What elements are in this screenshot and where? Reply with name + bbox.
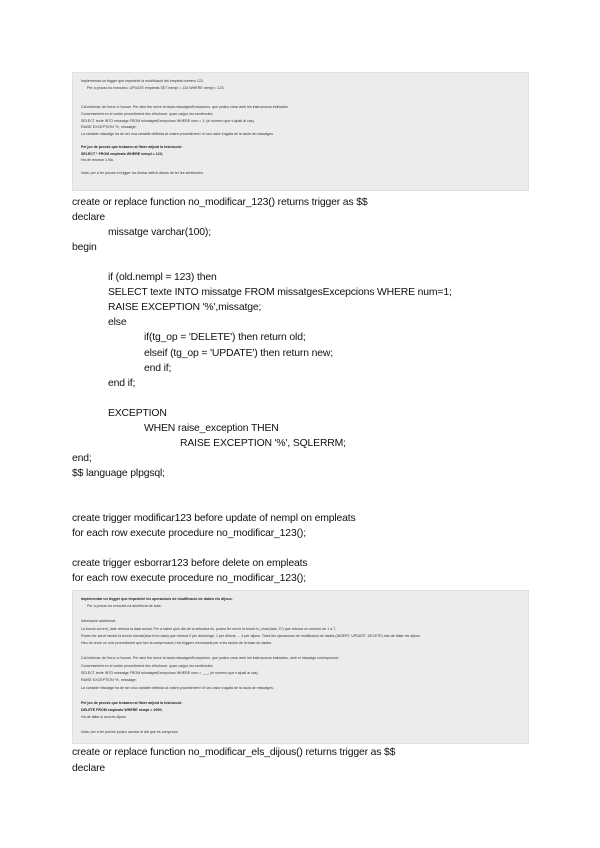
statement-line: La variable missatge ha de ser una variable definida al vostre procediment i el seu valor s'agafa de la taula de missatges.	[81, 131, 274, 136]
statement-line: Ha de retornar 1 fila.	[81, 158, 114, 163]
statement-line: Informació addicional:	[81, 619, 116, 624]
code-line: WHEN raise_exception THEN	[144, 422, 279, 434]
code-line: RAISE EXCEPTION '%', SQLERRM;	[180, 437, 346, 449]
code-line: create trigger esborrar123 before delete on empleats	[72, 558, 308, 570]
statement-line: Concretament en el vostre procediment heu d'incloure, quan calgui, les sentències:	[81, 112, 214, 116]
code-line: end if;	[144, 362, 172, 374]
code-line: if(tg_op = 'DELETE') then return old;	[144, 332, 306, 344]
code-line: create or replace function no_modificar_123() returns trigger as $$	[72, 197, 368, 208]
statement-line: Implementar un trigger que impedeixi la modificació del empleat número 123.	[81, 79, 204, 83]
code-line: end if;	[108, 377, 136, 389]
statement-line: SELECT texte INTO missatge FROM missatgesExcepcions WHERE num = ___; (el número que s'ajusti al cas)	[81, 671, 258, 675]
code-line: declare	[72, 763, 106, 774]
statement-line: Pel joc de proves que trobareu al fitxer adjunt la instrucció:	[81, 700, 183, 705]
code-line: declare	[72, 212, 106, 224]
statement-line: Nota: per a fer proves podeu canviar el dia que es comprova.	[81, 730, 179, 735]
code-line: if (old.nempl = 123) then	[108, 272, 217, 284]
code-line: for each row execute procedure no_modificar_123();	[72, 573, 306, 585]
exercise-statement-image-2	[72, 590, 529, 744]
code-line: elseif (tg_op = 'UPDATE') then return new;	[144, 347, 333, 359]
code-line: else	[108, 317, 127, 329]
statement-line: Podeu fer servir també la funció extract(dow from data) que retorna 0 per diumenge, 1 per dilluns, ... 4 per dijous. Totes les operacions de modificació de dades (INSERT, UPDATE, DELETE) han de fallar els dijous.	[81, 634, 421, 638]
statement-line: RAISE EXCEPTION '%', missatge;	[81, 678, 137, 683]
statement-line: Implementar un trigger que impedeixi les operacions de modificació de dades els dijous.	[81, 597, 233, 601]
code-line: end;	[72, 452, 92, 464]
statement-line: Per a provar-ho executeu: UPDATE empleats SET nempl = 124 WHERE nempl = 123;	[87, 85, 225, 90]
statement-line: La variable missatge ha de ser una variable definida al vostre procediment i el seu valor s'agafa de la taula de missatges.	[81, 685, 274, 690]
code-line: missatge varchar(100);	[108, 227, 211, 239]
statement-line: La funció current_date retorna la data actual. Per a saber quin dia de la setmana és, podeu fer servir la funció to_char(data, 'D') que retorna un número de 1 a 7.	[81, 626, 337, 631]
statement-line: RAISE EXCEPTION '%', missatge;	[81, 125, 137, 130]
statement-line: Per a provar-ho executeu la sentència de sota.	[87, 604, 162, 609]
statement-line: Cal informar de l'error a l'usuari. Per això feu servir la taula missatgesExcepcions, que podeu crear amb les instruccions indicades, amb el missatge corresponent.	[81, 656, 340, 661]
statement-line: SELECT * FROM empleats WHERE nempl = 123;	[81, 151, 163, 156]
code-line: for each row execute procedure no_modificar_123();	[72, 528, 306, 540]
code-line: create or replace function no_modificar_els_dijous() returns trigger as $$	[72, 747, 396, 758]
statement-line: Concretament en el vostre procediment heu d'incloure, quan calgui, les sentències:	[81, 663, 214, 668]
code-line: begin	[72, 242, 97, 254]
statement-line: Ha de fallar si avui és dijous.	[81, 715, 127, 720]
code-line: $$ language plpgsql;	[72, 467, 165, 479]
statement-line: Cal informar de l'error a l'usuari. Per això feu servir la taula missatgesExcepcions, que podeu crear amb les instruccions indicades.	[81, 105, 289, 110]
code-line: SELECT texte INTO missatge FROM missatgesExcepcions WHERE num=1;	[108, 287, 452, 299]
code-line: create trigger modificar123 before update of nempl on empleats	[72, 513, 356, 525]
code-line: RAISE EXCEPTION '%',missatge;	[108, 302, 262, 314]
exercise-statement-image-1	[72, 72, 529, 191]
statement-line: Heu de crear un únic procediment que faci la comprovació i els triggers necessaris per a les taules de la base de dades.	[81, 641, 273, 646]
statement-line: SELECT texte INTO missatge FROM missatgesExcepcions WHERE num = 1; (el número que s'ajusti al cas)	[81, 118, 254, 123]
statement-line: Nota: per a fer proves el trigger ha d'estar definit abans de fer les sentències.	[81, 171, 204, 176]
statement-line: DELETE FROM empleats WHERE nempl = 1000;	[81, 708, 163, 712]
code-line: EXCEPTION	[108, 407, 167, 419]
statement-line: Pel joc de proves que trobareu al fitxer adjunt la instrucció:	[81, 145, 183, 149]
